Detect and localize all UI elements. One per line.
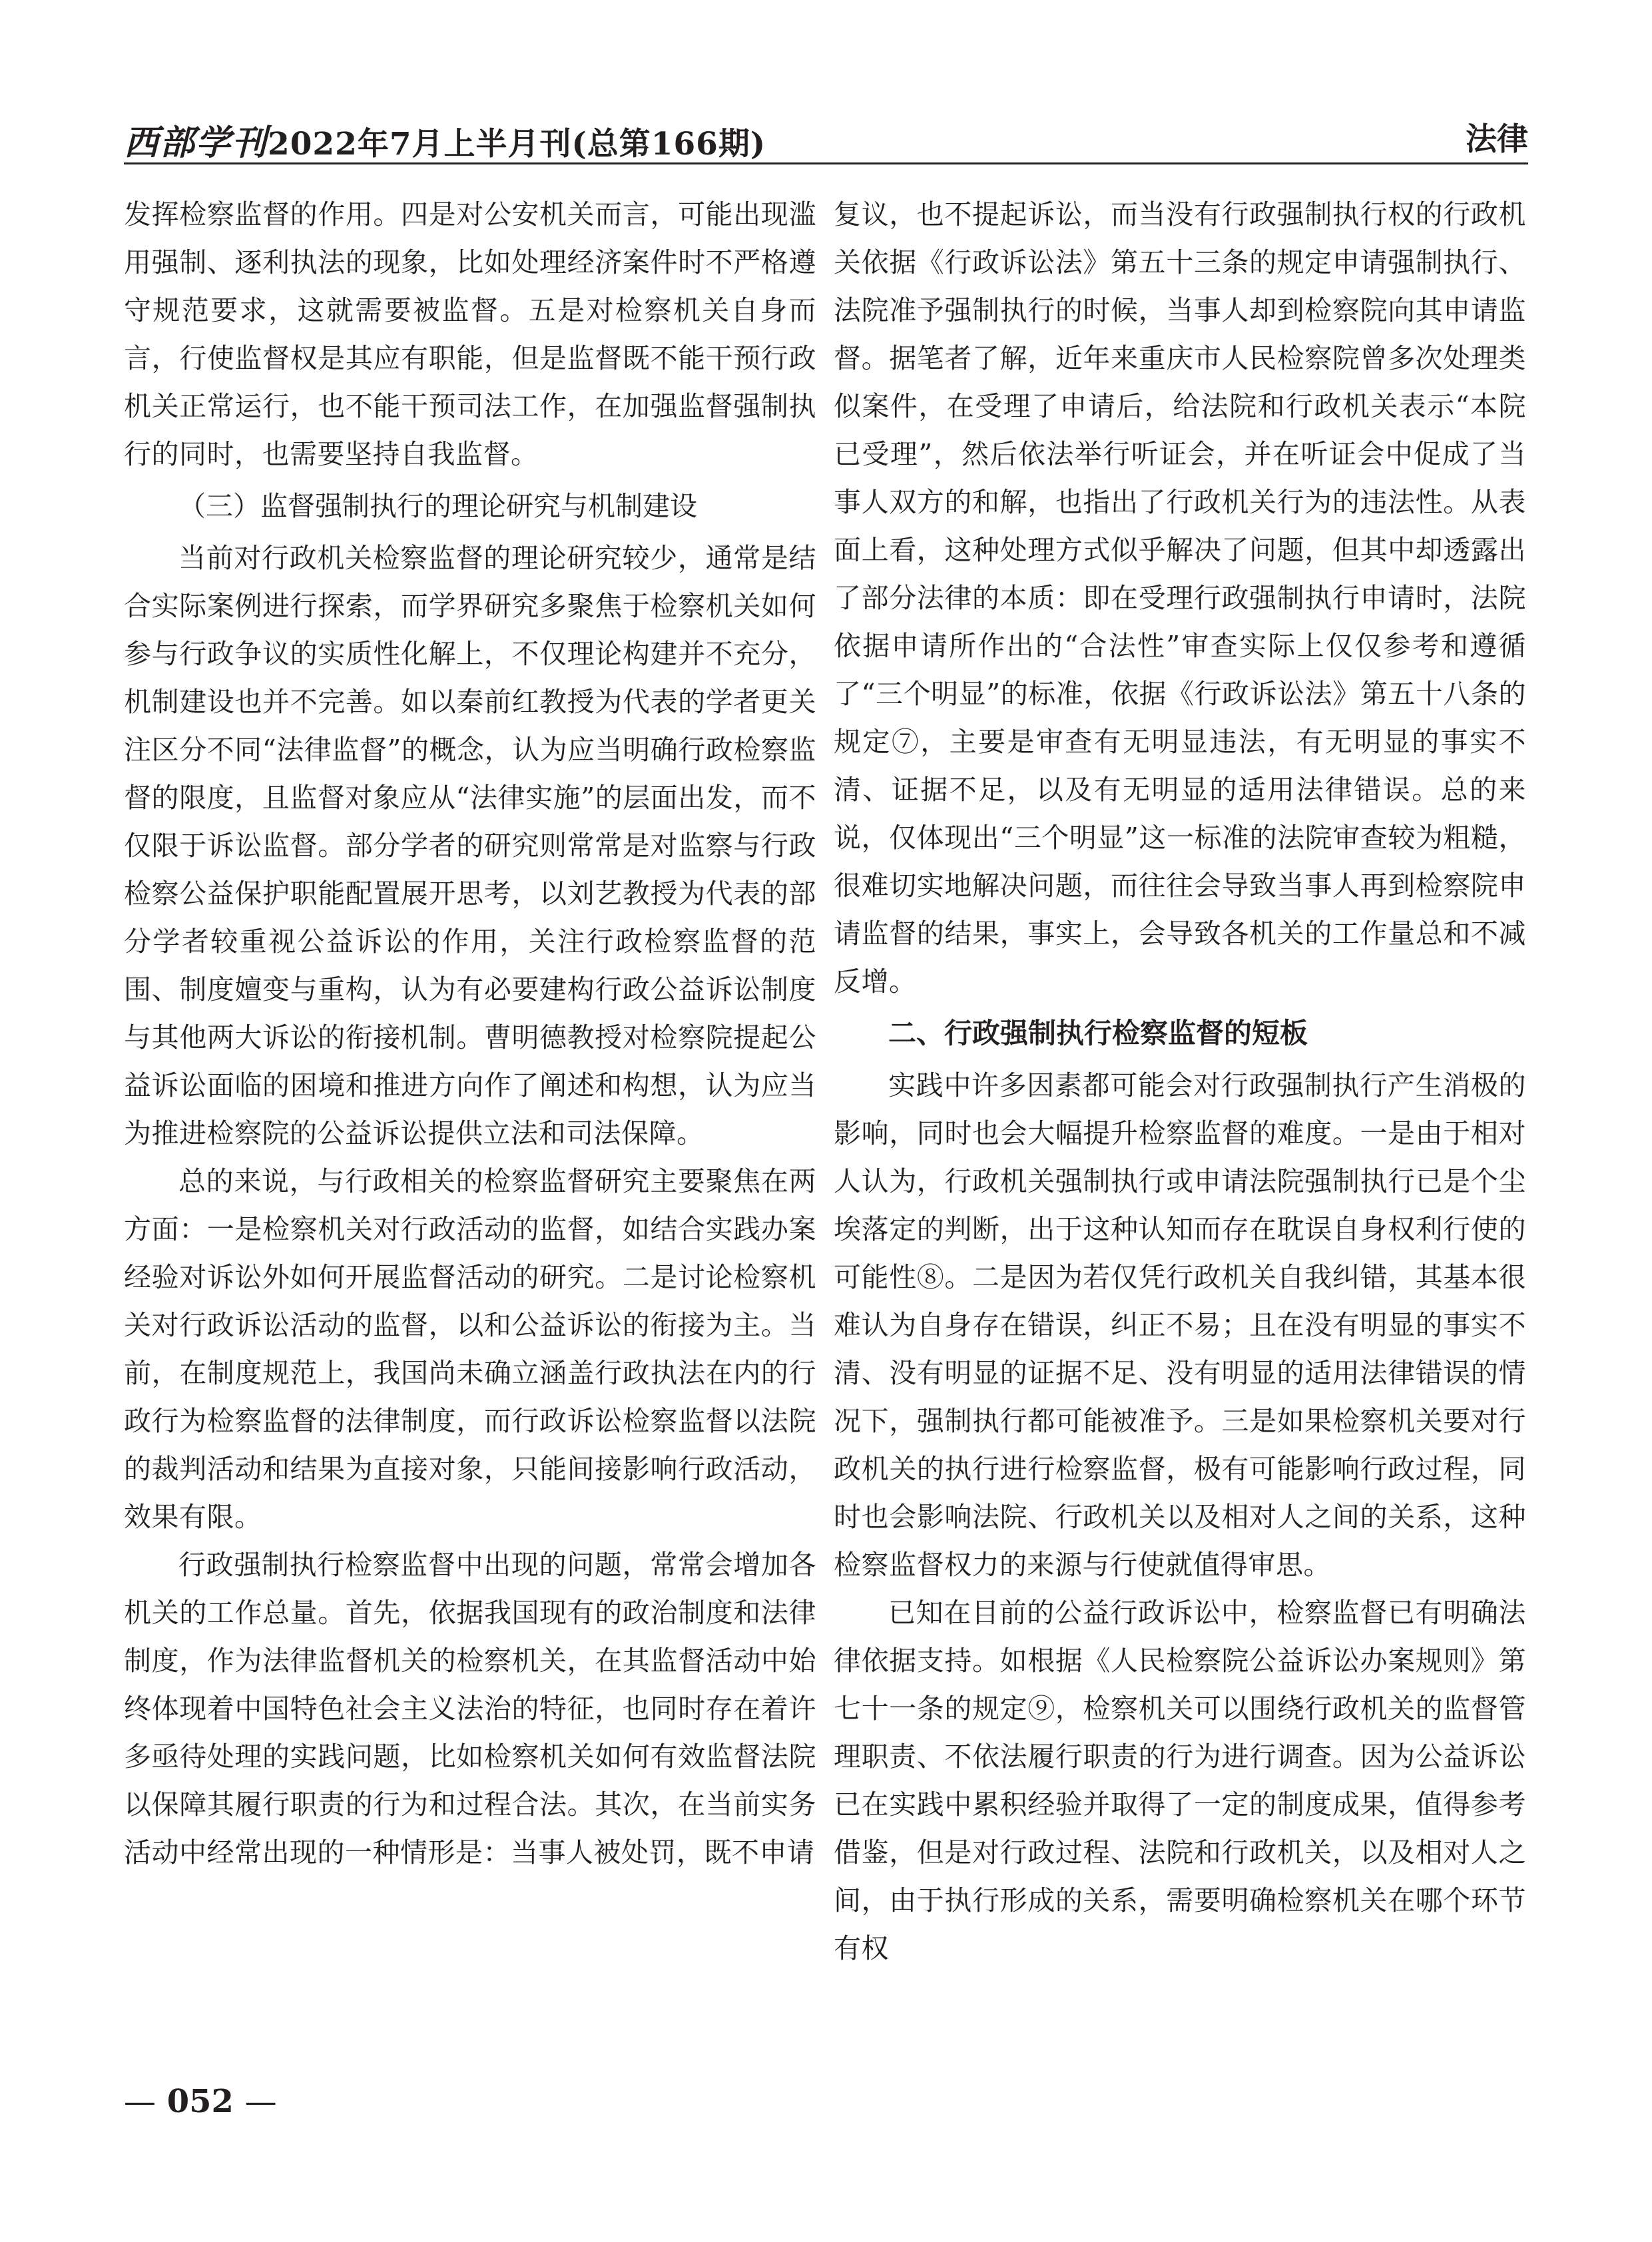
body-paragraph: 发挥检察监督的作用。四是对公安机关而言，可能出现滥用强制、逐利执法的现象，比如处理经济案件时不严格遵守规范要求，这就需要被监督。五是对检察机关自身而言，行使监督权是其应有职能，但是监督既不能干预行政机关正常运行，也不能干预司法工作，在加强监督强制执行的同时，也需要坚持自我监督。 [124,198,816,470]
footer-dash-right: — [244,2083,277,2120]
body-paragraph: 复议，也不提起诉讼，而当没有行政强制执行权的行政机关依据《行政诉讼法》第五十三条的规定申请强制执行、法院准予强制执行的时候，当事人却到检察院向其申请监督。据笔者了解，近年来重庆市人民检察院曾多次处理类似案件，在受理了申请后，给法院和行政机关表示“本院已受理”，然后依法举行听证会，并在听证会中促成了当事人双方的和解，也指出了行政机关行为的违法性。从表面上看，这种处理方式似乎解决了问题，但其中却透露出了部分法律的本质：即在受理行政强制执行申请时，法院依据申请所作出的“合法性”审查实际上仅仅参考和遵循了“三个明显”的标准，依据《行政诉讼法》第五十八条的规定⑦，主要是审查有无明显违法，有无明显的事实不清、证据不足，以及有无明显的适用法律错误。总的来说，仅体现出“三个明显”这一标准的法院审查较为粗糙，很难切实地解决问题，而往往会导致当事人再到检察院申请监督的结果，事实上，会导致各机关的工作量总和不减反增。 [834,198,1526,997]
subsection-heading: （三）监督强制执行的理论研究与机制建设 [178,490,697,522]
header-rule [124,162,1528,164]
running-header [124,107,1528,163]
left-column [124,190,816,1876]
section-name: 法律 [1466,121,1528,158]
body-paragraph: 行政强制执行检察监督中出现的问题，常常会增加各机关的工作总量。首先，依据我国现有的政治制度和法律制度，作为法律监督机关的检察机关，在其监督活动中始终体现着中国特色社会主义法治的特征，也同时存在着许多亟待处理的实践问题，比如检察机关如何有效监督法院以保障其履行职责的行为和过程合法。其次，在当前实务活动中经常出现的一种情形是：当事人被处罚，既不申请 [124,1549,816,1868]
footer-dash-left: — [124,2083,156,2120]
section-heading: 二、行政强制执行检察监督的短板 [888,1017,1308,1049]
page-footer [124,2083,277,2120]
page-number: 052 [166,2083,234,2120]
right-column [834,190,1526,1972]
masthead [124,115,766,164]
body-paragraph: 当前对行政机关检察监督的理论研究较少，通常是结合实际案例进行探索，而学界研究多聚焦于检察机关如何参与行政争议的实质性化解上，不仅理论构建并不充分，机制建设也并不完善。如以秦前红教授为代表的学者更关注区分不同“法律监督”的概念，认为应当明确行政检察监督的限度，且监督对象应从“法律实施”的层面出发，而不仅限于诉讼监督。部分学者的研究则常常是对监察与行政检察公益保护职能配置展开思考，以刘艺教授为代表的部分学者较重视公益诉讼的作用，关注行政检察监督的范围、制度嬗变与重构，认为有必要建构行政公益诉讼制度与其他两大诉讼的衔接机制。曹明德教授对检察院提起公益诉讼面临的困境和推进方向作了阐述和构想，认为应当为推进检察院的公益诉讼提供立法和司法保障。 [124,542,816,1149]
body-paragraph: 实践中许多因素都可能会对行政强制执行产生消极的影响，同时也会大幅提升检察监督的难度。一是由于相对人认为，行政机关强制执行或申请法院强制执行已是个尘埃落定的判断，出于这种认知而存在耽误自身权利行使的可能性⑧。二是因为若仅凭行政机关自我纠错，其基本很难认为自身存在错误，纠正不易；且在没有明显的事实不清、没有明显的证据不足、没有明显的适用法律错误的情况下，强制执行都可能被准予。三是如果检察机关要对行政机关的执行进行检察监督，极有可能影响行政过程，同时也会影响法院、行政机关以及相对人之间的关系，这种检察监督权力的来源与行使就值得审思。 [834,1069,1526,1581]
body-paragraph: 总的来说，与行政相关的检察监督研究主要聚焦在两方面：一是检察机关对行政活动的监督，如结合实践办案经验对诉讼外如何开展监督活动的研究。二是讨论检察机关对行政诉讼活动的监督，以和公益诉讼的衔接为主。当前，在制度规范上，我国尚未确立涵盖行政执法在内的行政行为检察监督的法律制度，而行政诉讼检察监督以法院的裁判活动和结果为直接对象，只能间接影响行政活动，效果有限。 [124,1165,816,1533]
journal-logo: 西部学刊 [124,123,268,163]
issue-info: 2022年7月上半月刊(总第166期) [268,126,766,162]
body-paragraph: 已知在目前的公益行政诉讼中，检察监督已有明确法律依据支持。如根据《人民检察院公益诉讼办案规则》第七十一条的规定⑨，检察机关可以围绕行政机关的监督管理职责、不依法履行职责的行为进行调查。因为公益诉讼已在实践中累积经验并取得了一定的制度成果，值得参考借鉴，但是对行政过程、法院和行政机关，以及相对人之间，由于执行形成的关系，需要明确检察机关在哪个环节有权 [834,1597,1526,1964]
